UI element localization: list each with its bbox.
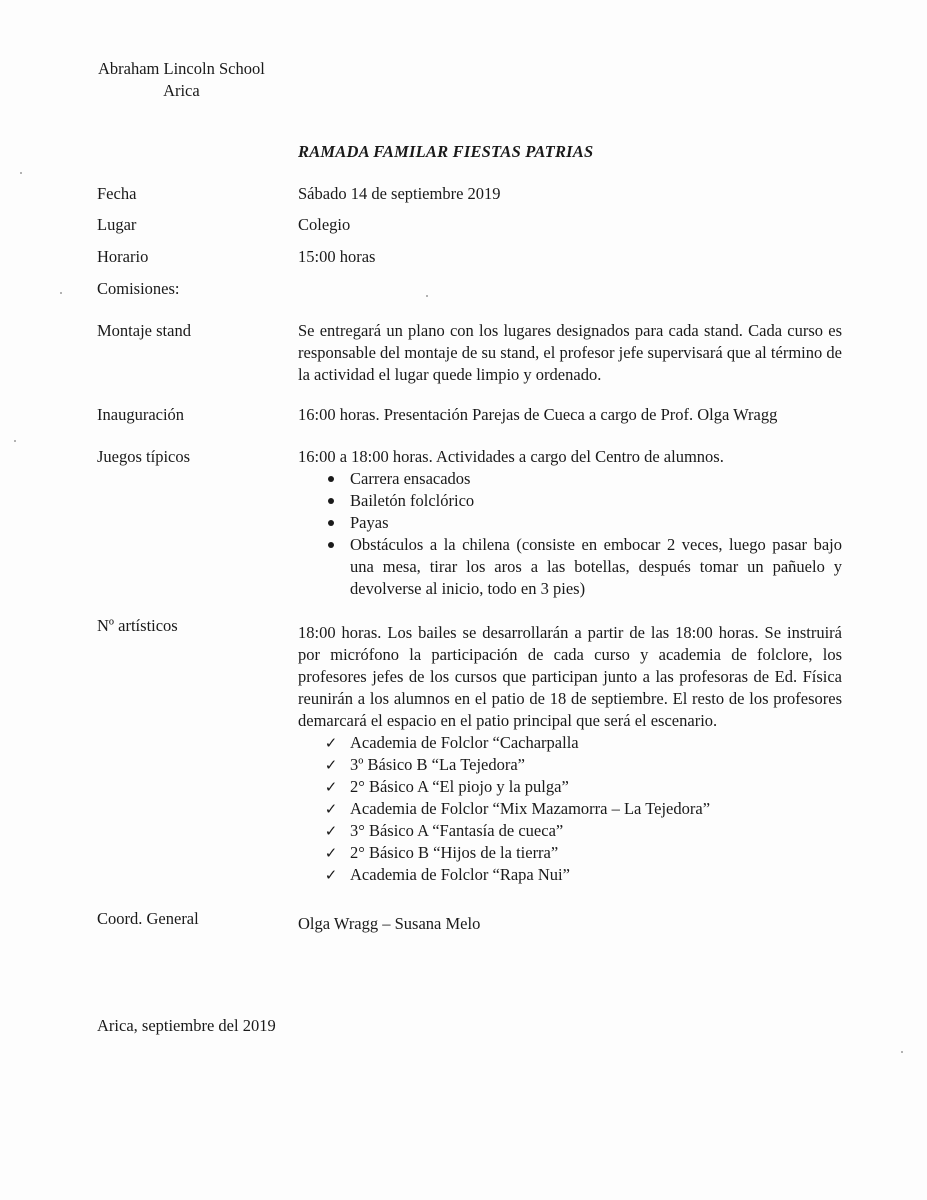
numeros-artisticos-block bbox=[298, 622, 842, 886]
bullet-dot-icon bbox=[324, 534, 338, 556]
value-coord-general: Olga Wragg – Susana Melo bbox=[298, 914, 481, 933]
list-item: ✓ 3º Básico B “La Tejedora” bbox=[324, 755, 526, 774]
label-juegos-tipicos: Juegos típicos bbox=[97, 447, 191, 466]
list-item: Obstáculos a la chilena (consiste en embocar 2 veces, luego pasar bajo una mesa, tirar los aros a las botellas, después tomar un pañuelo y devolverse al inicio, todo en 3 pies) bbox=[298, 534, 842, 600]
checkmark-icon: ✓ bbox=[324, 844, 338, 862]
school-header bbox=[98, 58, 265, 102]
list-item: ✓ 2° Básico B “Hijos de la tierra” bbox=[324, 843, 559, 862]
checkmark-icon: ✓ bbox=[324, 778, 338, 796]
juegos-tipicos-list bbox=[298, 468, 842, 600]
label-numeros-artisticos: Nº artísticos bbox=[97, 616, 178, 635]
label-coord-general: Coord. General bbox=[97, 909, 199, 928]
list-item: ✓ Academia de Folclor “Cacharpalla bbox=[324, 733, 579, 752]
checkmark-icon: ✓ bbox=[324, 756, 338, 774]
juegos-tipicos-intro: 16:00 a 18:00 horas. Actividades a cargo del Centro de alumnos. bbox=[298, 447, 724, 466]
list-item: ✓ Academia de Folclor “Rapa Nui” bbox=[324, 865, 570, 884]
scan-speck bbox=[426, 295, 428, 297]
value-horario: 15:00 horas bbox=[298, 247, 376, 266]
value-lugar: Colegio bbox=[298, 215, 351, 234]
value-inauguracion: 16:00 horas. Presentación Parejas de Cueca a cargo de Prof. Olga Wragg bbox=[298, 405, 778, 424]
label-montaje-stand: Montaje stand bbox=[97, 321, 191, 340]
scan-speck bbox=[901, 1051, 903, 1053]
bullet-dot-icon bbox=[324, 468, 338, 490]
checkmark-icon: ✓ bbox=[324, 822, 338, 840]
label-lugar: Lugar bbox=[97, 215, 137, 234]
numeros-artisticos-intro: 18:00 horas. Los bailes se desarrollarán a partir de las 18:00 horas. Se instruirá por micrófono la participación de cada curso y academia de folclore, los profesores jefes de los cursos que participan junto a las profesoras de Ed. Física reunirán a los alumnos en el patio de 18 de septiembre. El resto de los profesores demarcará el espacio en el patio principal que será el escenario. bbox=[298, 623, 842, 730]
school-city: Arica bbox=[163, 81, 200, 100]
document-title: RAMADA FAMILAR FIESTAS PATRIAS bbox=[298, 142, 594, 161]
list-item: Carrera ensacados bbox=[298, 468, 842, 490]
bullet-dot-icon bbox=[324, 490, 338, 512]
value-fecha: Sábado 14 de septiembre 2019 bbox=[298, 184, 501, 203]
document-footer: Arica, septiembre del 2019 bbox=[97, 1016, 276, 1035]
checkmark-icon: ✓ bbox=[324, 800, 338, 818]
list-item: Bailetón folclórico bbox=[298, 490, 842, 512]
scan-speck bbox=[14, 440, 16, 442]
list-item: ✓ Academia de Folclor “Mix Mazamorra – La Tejedora” bbox=[324, 799, 711, 818]
label-horario: Horario bbox=[97, 247, 149, 266]
numeros-artisticos-list bbox=[298, 732, 842, 886]
bullet-dot-icon bbox=[324, 512, 338, 534]
list-item: ✓ 3° Básico A “Fantasía de cueca” bbox=[324, 821, 564, 840]
list-item: ✓ 2° Básico A “El piojo y la pulga” bbox=[324, 777, 569, 796]
label-comisiones: Comisiones: bbox=[97, 279, 180, 298]
scan-speck bbox=[60, 292, 62, 294]
list-item: Payas bbox=[298, 512, 842, 534]
checkmark-icon: ✓ bbox=[324, 734, 338, 752]
school-name: Abraham Lincoln School bbox=[98, 59, 265, 78]
label-fecha: Fecha bbox=[97, 184, 137, 203]
scan-speck bbox=[20, 172, 22, 174]
checkmark-icon: ✓ bbox=[324, 866, 338, 884]
label-inauguracion: Inauguración bbox=[97, 405, 185, 424]
juegos-tipicos-block bbox=[298, 446, 842, 600]
value-montaje-stand: Se entregará un plano con los lugares designados para cada stand. Cada curso es responsable del montaje de su stand, el profesor jefe supervisará que al término de la actividad el lugar quede limpio y ordenado. bbox=[298, 321, 842, 384]
